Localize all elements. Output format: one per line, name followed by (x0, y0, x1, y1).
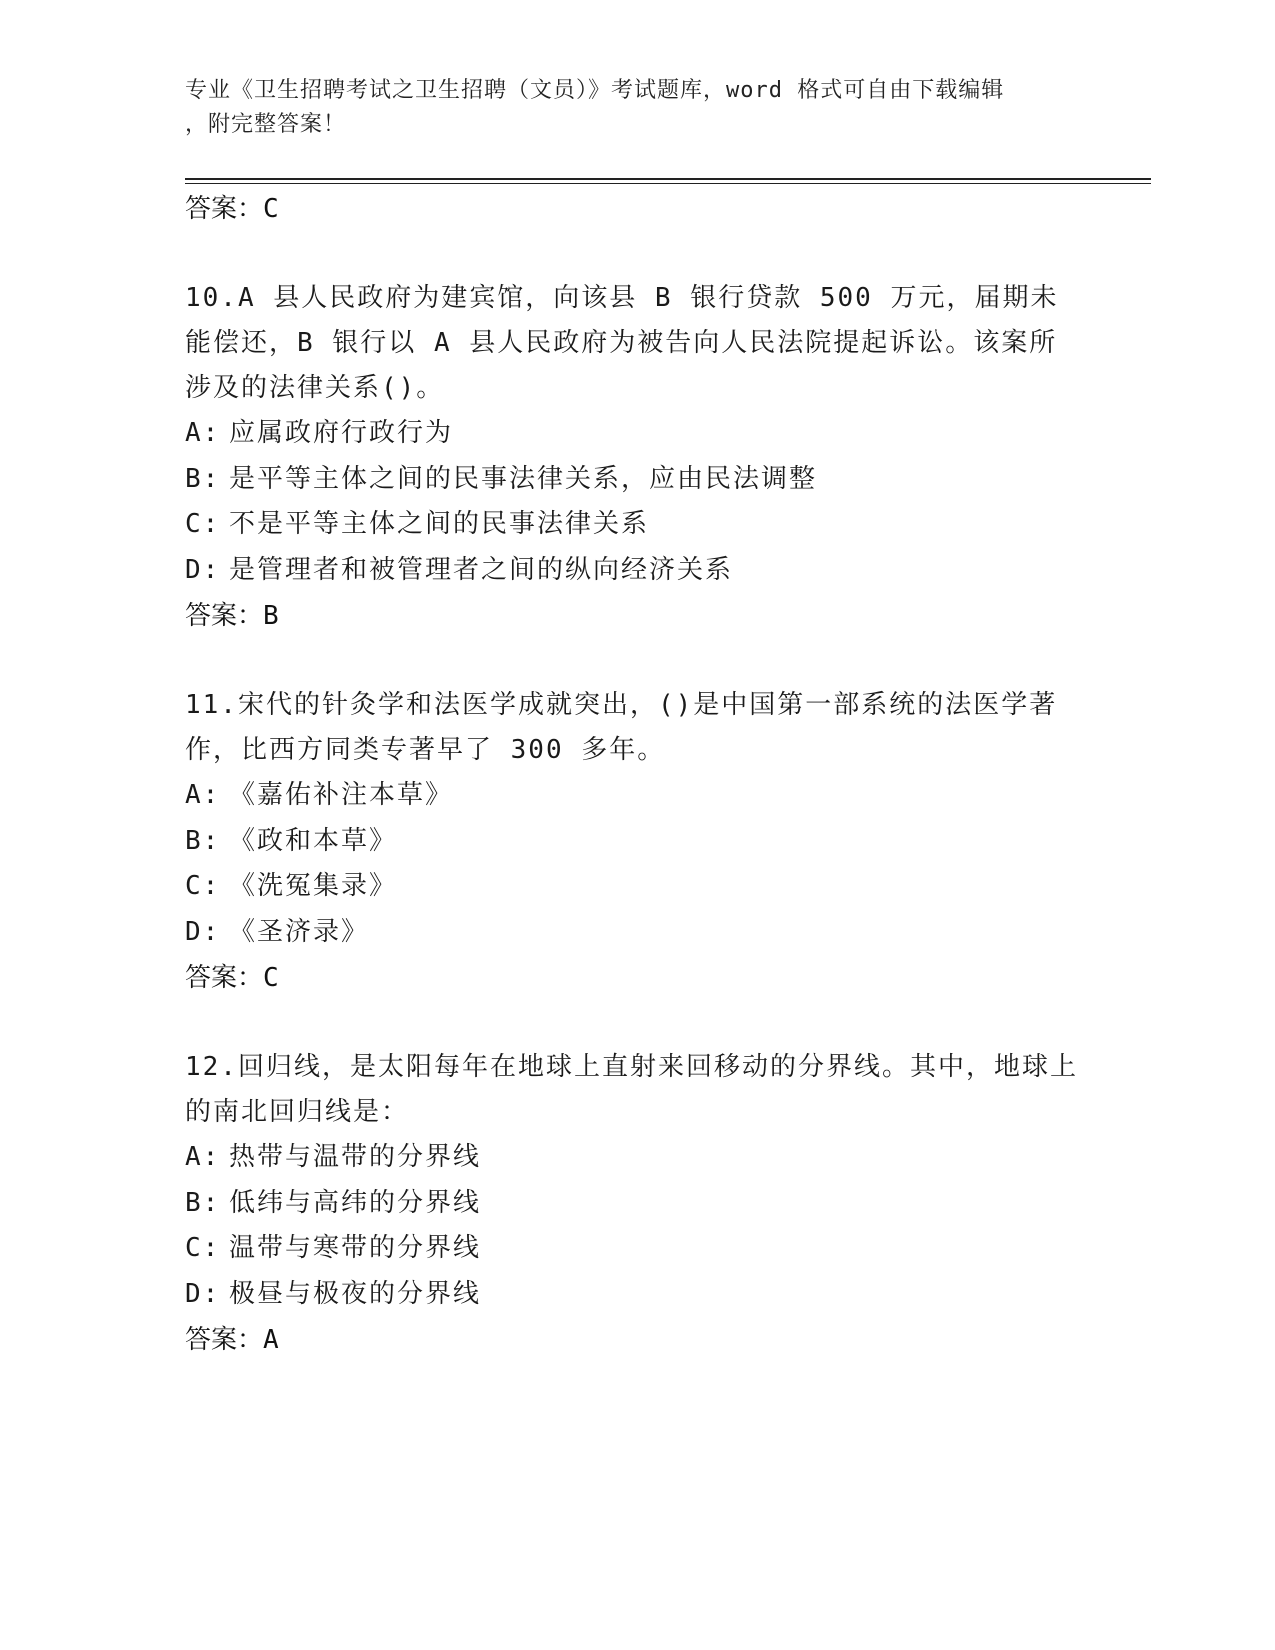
option-key: A: (185, 780, 221, 810)
option-text: 《圣济录》 (229, 916, 370, 947)
option-text: 《政和本草》 (229, 825, 398, 856)
header-rule-thick (185, 178, 1151, 180)
question-stem: 12.回归线，是太阳每年在地球上直射来回移动的分界线。其中，地球上的南北回归线是： (185, 1052, 1078, 1127)
option-d (185, 1272, 1085, 1318)
answer-label: 答案： (185, 601, 264, 631)
option-b (185, 819, 1085, 865)
option-a (185, 773, 1085, 819)
option-key: D: (185, 1278, 221, 1309)
option-key: B: (185, 463, 221, 494)
option-key: C: (185, 1233, 221, 1263)
option-key: B: (185, 825, 221, 856)
option-b (185, 457, 1085, 503)
answer-value: B (263, 601, 279, 631)
option-text: 极昼与极夜的分界线 (229, 1278, 482, 1309)
answer-label: 答案： (185, 963, 264, 993)
answer-value: C (263, 963, 279, 993)
option-d (185, 910, 1085, 956)
header-line-2: ，附完整答案！ (185, 112, 347, 137)
option-text: 低纬与高纬的分界线 (229, 1187, 482, 1218)
question-answer (185, 955, 1085, 1001)
question-stem: 10.A 县人民政府为建宾馆，向该县 B 银行贷款 500 万元，届期未能偿还，B 银行以 A 县人民政府为被告向人民法院提起诉讼。该案所涉及的法律关系()。 (185, 283, 1059, 403)
answer-value: C (263, 194, 279, 224)
question-11 (185, 683, 1085, 1001)
question-stem: 11.宋代的针灸学和法医学成就突出，()是中国第一部系统的法医学著作，比西方同类专著早了 300 多年。 (185, 690, 1058, 765)
answer-label: 答案： (185, 194, 264, 224)
option-a (185, 1135, 1085, 1181)
option-c (185, 864, 1085, 910)
answer-label: 答案： (185, 1325, 264, 1355)
question-answer (185, 1317, 1085, 1363)
option-b (185, 1181, 1085, 1227)
option-a (185, 411, 1085, 457)
option-text: 是平等主体之间的民事法律关系，应由民法调整 (229, 463, 818, 494)
question-answer (185, 593, 1085, 639)
option-text: 温带与寒带的分界线 (229, 1233, 482, 1263)
option-key: D: (185, 916, 221, 947)
option-text: 《洗冤集录》 (229, 871, 398, 901)
header-rule-thin (185, 183, 1151, 184)
option-key: B: (185, 1187, 221, 1218)
option-text: 应属政府行政行为 (229, 418, 454, 448)
option-key: D: (185, 554, 221, 585)
option-d (185, 548, 1085, 594)
previous-answer (185, 186, 1085, 232)
option-c (185, 1226, 1085, 1272)
option-key: A: (185, 418, 221, 448)
option-text: 热带与温带的分界线 (229, 1142, 482, 1172)
option-key: C: (185, 509, 221, 539)
question-12 (185, 1045, 1085, 1363)
option-key: C: (185, 871, 221, 901)
document-header (185, 74, 1085, 142)
option-text: 不是平等主体之间的民事法律关系 (229, 509, 650, 539)
option-text: 《嘉佑补注本草》 (229, 780, 454, 810)
option-key: A: (185, 1142, 221, 1172)
document-body (185, 186, 1085, 1363)
question-10 (185, 276, 1085, 639)
option-text: 是管理者和被管理者之间的纵向经济关系 (229, 554, 734, 585)
answer-value: A (263, 1325, 279, 1355)
header-line-1: 专业《卫生招聘考试之卫生招聘（文员）》考试题库，word 格式可自由下载编辑 (185, 78, 1005, 103)
option-c (185, 502, 1085, 548)
